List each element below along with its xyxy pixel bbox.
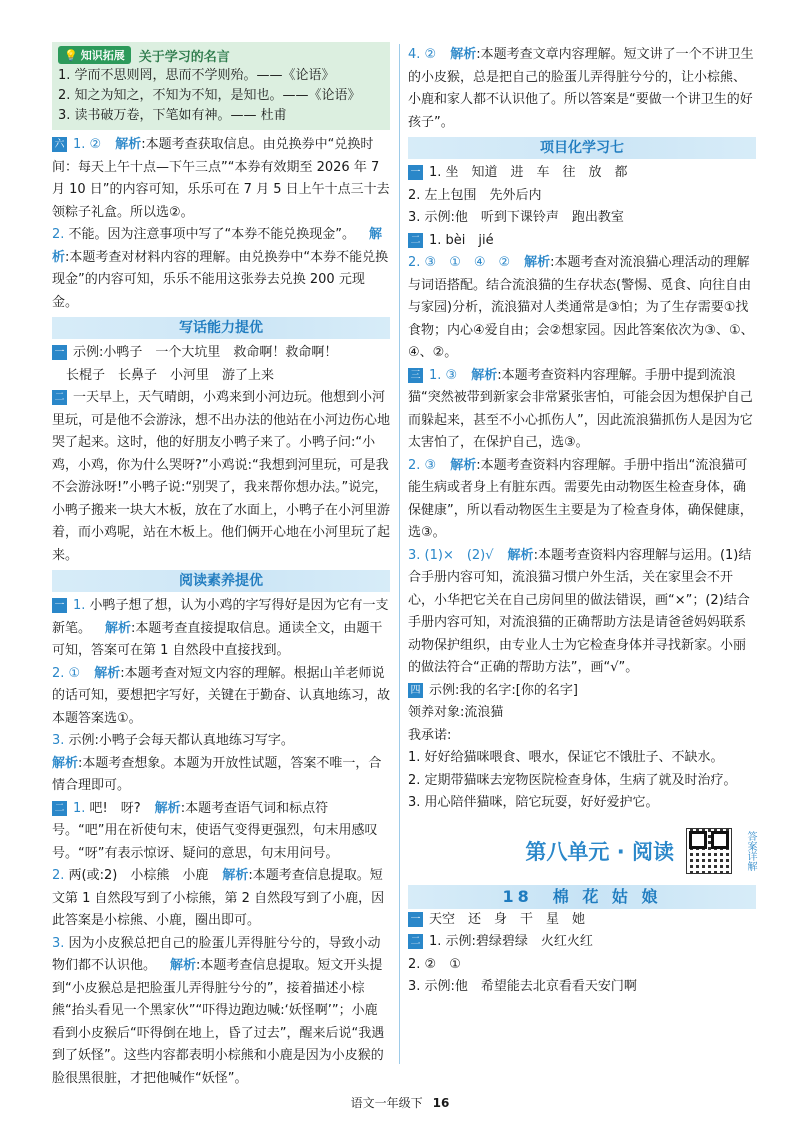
knowledge-tag: 💡 知识拓展 — [58, 46, 131, 64]
answer-reading-1-1: 一 1. 小鸭子想了想，认为小鸡的字写得好是因为它有一支新笔。 解析:本题考查直接提取信息。通读全文，由题干可知，答案可在第 1 自然段中直接找到。 — [52, 598, 389, 658]
answer-6-1: 六 1. ② 解析:本题考查获取信息。由兑换券中“兑换时间：每天上午十点—下午三点”“本券有效期至 2026 年 7 月 10 日”的内容可知，乐乐可在 7 月 5 日上午十点三十去领粽子礼盒。所以选②。 — [52, 137, 390, 220]
section-mark: 四 — [408, 683, 423, 698]
answer-unit8-1: 一 天空 还 身 干 星 她 — [408, 909, 756, 932]
answer-reading-1-3: 3. 示例:小鸭子会每天都认真地练习写字。 — [52, 733, 294, 748]
footer-subject: 语文一年级下 — [350, 1096, 423, 1110]
answer-project-3-2: 2. ③ 解析:本题考查资料内容理解。手册中指出“流浪猫可能生病或者身上有脏东西。需要先由动物医生检查身体，确保健康”，所以看动物医生主要是为了检查身体，确保健康，选③。 — [408, 457, 753, 540]
quote-line: 1. 学而不思则罔，思而不学则殆。——《论语》 — [58, 68, 335, 83]
section-mark: 一 — [52, 598, 67, 613]
answer-project-4-title: 四 示例:我的名字:[你的名字] — [408, 680, 756, 703]
qr-label: 答案详解 — [745, 830, 756, 871]
analysis-label: 解析 — [524, 255, 551, 270]
answer-reading-2-4: 4. ② 解析:本题考查文章内容理解。短文讲了一个不讲卫生的小皮猴，总是把自己的脸蛋儿弄得脏兮兮的，让小棕熊、小鹿和家人都不认识他了。所以答案是“要做一个讲卫生的好孩子”。 — [408, 47, 754, 130]
quote-line: 3. 读书破万卷，下笔如有神。—— 杜甫 — [58, 108, 287, 123]
answer-reading-2-2: 2. 两(或:2) 小棕熊 小鹿 解析:本题考查信息提取。短文第 1 自然段写到了小棕熊，第 2 自然段写到了小鹿，因此答案是小棕熊、小鹿，圈出即可。 — [52, 868, 385, 928]
answer-project-4-line: 我承诺: — [408, 727, 452, 743]
section-banner-reading: 阅读素养提优 — [52, 570, 390, 592]
right-column — [408, 44, 756, 999]
qr-code-icon[interactable] — [686, 828, 732, 874]
answer-project-4-item: 2. 定期带猫咪去宠物医院检查身体，生病了就及时治疗。 — [408, 772, 737, 788]
lightbulb-icon: 💡 — [64, 48, 78, 62]
analysis-label: 解析 — [52, 227, 383, 265]
answer-project-2-1: 二 1. bèi jié — [408, 230, 756, 253]
answer-project-1-3: 3. 示例:他 听到下课铃声 跑出教室 — [408, 210, 624, 225]
quote-line: 2. 知之为知之，不知为不知，是知也。——《论语》 — [58, 88, 361, 103]
section-mark: 二 — [408, 233, 423, 248]
analysis-label: 解析 — [52, 755, 79, 771]
answer-project-3-3: 3. (1)× (2)√ 解析:本题考查资料内容理解与运用。(1)结合手册内容可知，流浪猫习惯户外生活，关在家里会不开心，小华把它关在自己房间里的做法错误，画“×”；(2)结合手册内容可知，对流浪猫的正确帮助方法是请爸爸妈妈联系动物保护组织，由专业人士为它检查身体并寻找新家。小丽的做法符合“正确的帮助方法”，画“√”。 — [408, 547, 752, 675]
answer-project-4-item: 1. 好好给猫咪喂食、喂水，保证它不饿肚子、不缺水。 — [408, 750, 724, 765]
answer-project-4-item: 3. 用心陪伴猫咪，陪它玩耍，好好爱护它。 — [408, 795, 659, 810]
page-number: 16 — [432, 1096, 450, 1110]
analysis-label: 解析 — [115, 137, 142, 152]
section-mark: 二 — [52, 390, 67, 405]
answer-unit8-2-3: 3. 示例:他 希望能去北京看看天安门啊 — [408, 979, 637, 994]
section-mark: 一 — [408, 165, 423, 180]
answer-6-2: 2. 不能。因为注意事项中写了“本券不能兑换现金”。 解析:本题考查对材料内容的理解。由兑换券中“本券不能兑换现金”的内容可知，乐乐不能用这张券去兑换 200 元现金。 — [52, 227, 389, 310]
section-banner-writing: 写话能力提优 — [52, 317, 390, 339]
section-mark: 二 — [52, 801, 67, 816]
answer-reading-1-2: 2. ① 解析:本题考查对短文内容的理解。根据山羊老师说的话可知，要想把字写好，关键在于勤奋、认真地练习，故本题答案选①。 — [52, 665, 391, 726]
section-mark: 二 — [408, 934, 423, 949]
answer-reading-1-3a: 解析:本题考查想象。本题为开放性试题，答案不唯一，合情合理即可。 — [52, 755, 382, 793]
analysis-label: 解析 — [170, 958, 197, 973]
section-mark: 三 — [408, 368, 423, 383]
section-mark: 六 — [52, 137, 67, 152]
analysis-label: 解析 — [450, 457, 477, 473]
answer-project-1-2: 2. 左上包围 先外后内 — [408, 187, 542, 203]
answer-unit8-2-1: 二 1. 示例:碧绿碧绿 火红火红 — [408, 931, 756, 954]
answer-project-4-line: 领养对象:流浪猫 — [408, 705, 504, 720]
analysis-label: 解析 — [154, 800, 181, 816]
analysis-label: 解析 — [222, 868, 249, 883]
knowledge-title: 关于学习的名言 — [138, 49, 230, 65]
answer-unit8-2-2: 2. ② ① — [408, 956, 461, 972]
analysis-label: 解析 — [94, 665, 121, 681]
answer-project-3-1: 三 1. ③ 解析:本题考查资料内容理解。手册中提到流浪猫“突然被带到新家会非常紧张害怕，可能会因为想保护自己而躲起来，甚至不小心抓伤人”，因此流浪猫抓伤人是因为它太害怕了，在保护自己，选③。 — [408, 367, 753, 450]
answer-project-1-1: 一 1. 坐 知道 进 车 往 放 都 — [408, 162, 756, 185]
analysis-label: 解析 — [471, 367, 498, 383]
analysis-label: 解析 — [105, 620, 132, 636]
unit-header — [408, 819, 756, 883]
page-footer — [0, 1094, 800, 1111]
answer-writing-1: 一 示例:小鸭子 一个大坑里 救命啊！救命啊！ — [52, 342, 390, 365]
analysis-label: 解析 — [507, 547, 534, 563]
answer-project-2-2: 2. ③ ① ④ ② 解析:本题考查对流浪猫心理活动的理解与词语搭配。结合流浪猫的生存状态(警惕、觅食、向往自由与家园)分析，流浪猫对人类通常是③怕；为了生存需要①找食物；内心④爱自由；会②想家园。因此答案依次为③、①、④、②。 — [408, 255, 754, 360]
section-mark: 一 — [52, 345, 67, 360]
left-column — [52, 42, 390, 1090]
analysis-label: 解析 — [450, 47, 477, 62]
answer-writing-2: 二 一天早上，天气晴朗，小鸡来到小河边玩。他想到小河里玩，可是他不会游泳，想不出办法的他站在小河边伤心地哭了起来。这时，他的好朋友小鸭子来了。小鸭子问:“小鸡，小鸡，你为什么哭呀?”小鸡说:“我想到河里玩，可是我不会游泳呀!”小鸭子说:“别哭了，我来帮你想办法。”说完，小鸭子搬来一块大木板，放在了水面上，小鸭子在小河里游着，而小鸡呢，站在木板上。他们俩开心地在小河里玩了起来。 — [52, 390, 391, 563]
answer-reading-2-3: 3. 因为小皮猴总把自己的脸蛋儿弄得脏兮兮的，导致小动物们都不认识他。 解析:本题考查信息提取。短文开头提到“小皮猴总是把脸蛋儿弄得脏兮兮的”，接着描述小棕熊“抬头看见一个黑家伙”“吓得边跑边喊:‘妖怪啊’”；小鹿看到小皮猴后“吓得倒在地上，昏了过去”，醒来后说“我遇到了妖怪”。这些内容都表明小棕熊和小鹿是因为小皮猴的脸很黑很脏，才把他喊作“妖怪”。 — [52, 935, 385, 1086]
column-divider — [399, 44, 400, 1064]
knowledge-box — [52, 42, 390, 130]
answer-writing-1b: 长棍子 长鼻子 小河里 游了上来 — [66, 367, 275, 383]
section-mark: 一 — [408, 912, 423, 927]
lesson-title: 18 棉 花 姑 娘 — [408, 885, 756, 909]
section-banner-project: 项目化学习七 — [408, 137, 756, 159]
answer-reading-2-1: 二 1. 吧! 呀? 解析:本题考查语气词和标点符号。“吧”用在祈使句末，使语气变得更强烈，句末用感叹号。“呀”有表示惊讶、疑问的意思，句末用问号。 — [52, 800, 378, 861]
unit-title: 第八单元 · 阅读 — [525, 839, 674, 864]
